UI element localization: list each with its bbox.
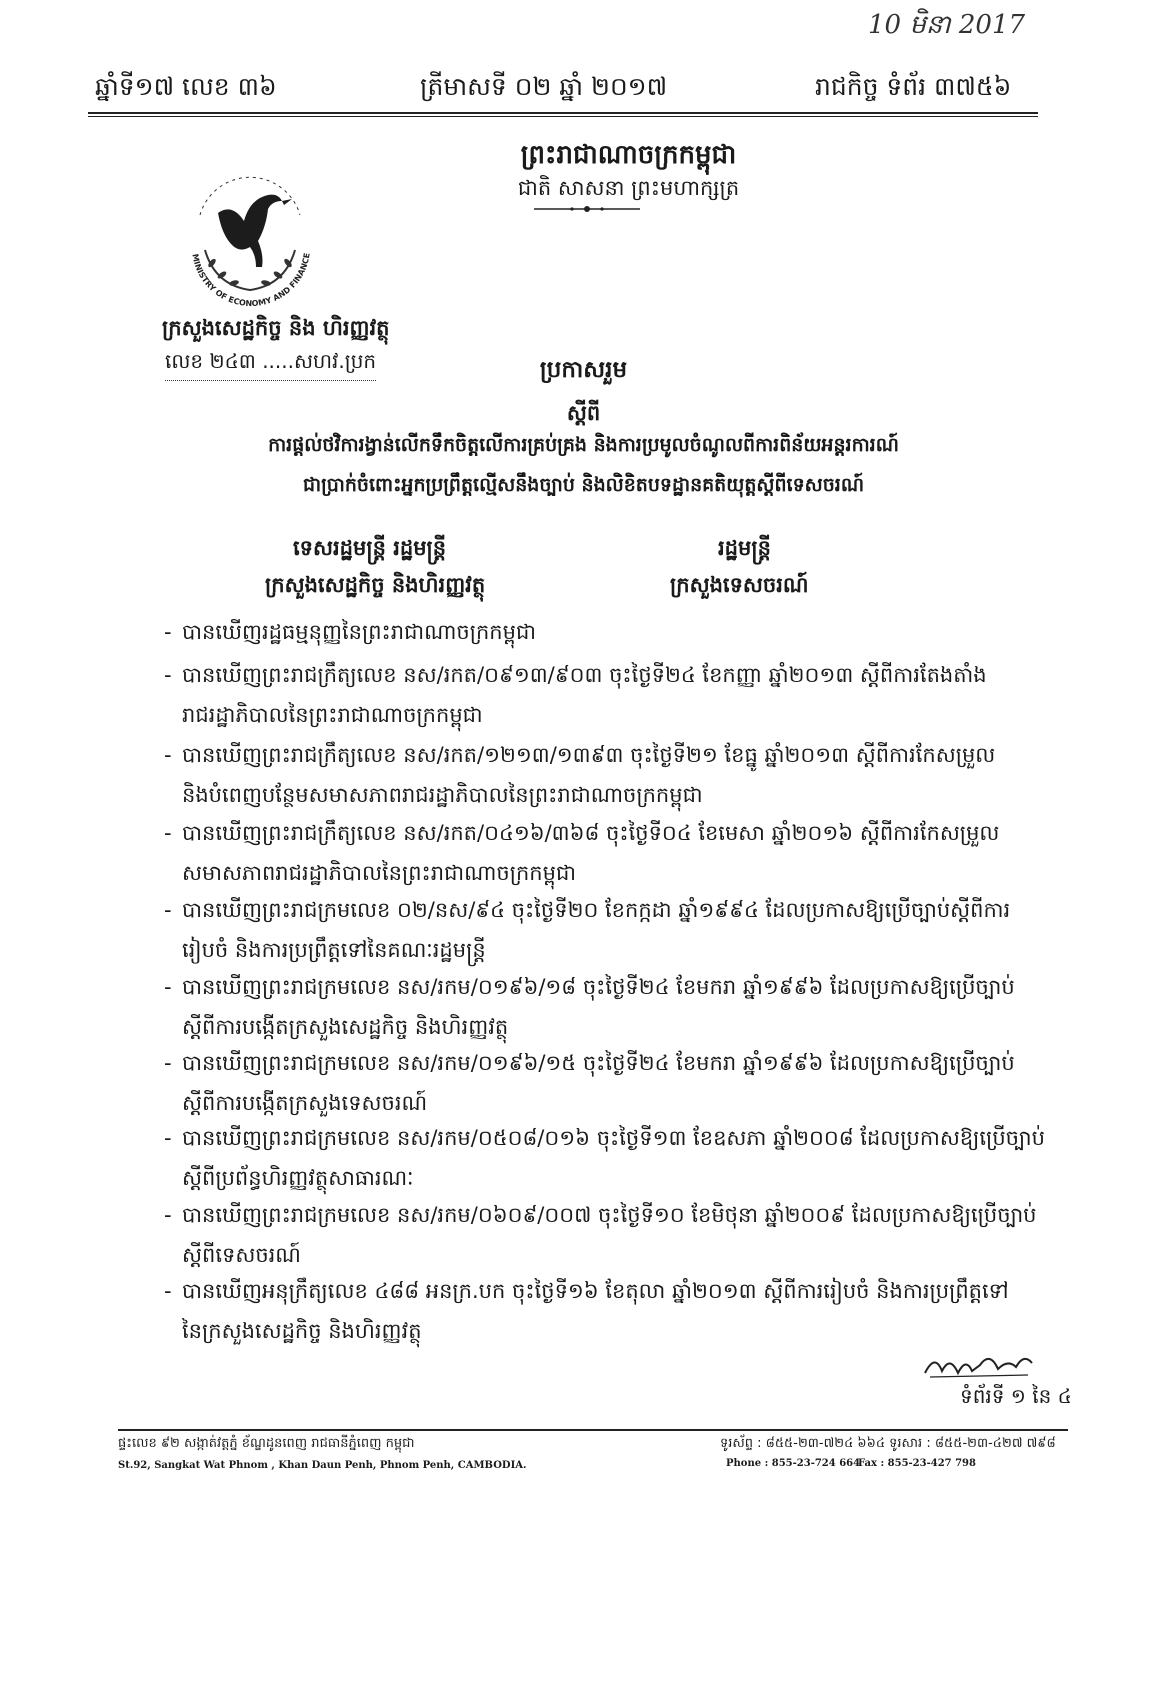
header-rule-thin xyxy=(88,116,1038,117)
handwritten-date: 10 មិនា 2017 xyxy=(868,10,1026,40)
ministry-seal xyxy=(170,155,330,315)
reference-item: - បានឃើញព្រះរាជក្រមលេខ នស/រកម/០១៩៦/១៥ ចុះថ្ងៃទី២៤ ខែមករា ឆ្នាំ១៩៩៦ ដែលប្រកាសឱ្យប្រើច្បាប់ ស្តីពីការបង្កើតក្រសួងទេសចរណ៍ xyxy=(164,1051,1015,1115)
subject-line-1: ការផ្តល់ថវិការង្វាន់លើកទឹកចិត្តលើការគ្រប់គ្រង និងការប្រមូលចំណូលពីការពិន័យអន្តរការណ៍ xyxy=(268,434,899,456)
reference-item: - បានឃើញព្រះរាជក្រឹត្យលេខ នស/រកត/១២១៣/១៣៩៣ ចុះថ្ងៃទី២១ ខែធ្នូ ឆ្នាំ២០១៣ ស្តីពីការកែសម្រួល និងបំពេញបន្ថែមសមាសភាពរាជរដ្ឋាភិបាលនៃព្រះរាជាណាចក្រកម្ពុជា xyxy=(164,743,996,807)
gazette-page: រាជកិច្ច ទំព័រ ៣៧៥៦ xyxy=(815,72,1012,101)
reference-item: - បានឃើញព្រះរាជក្រមលេខ ០២/នស/៩៤ ចុះថ្ងៃទី២០ ខែកក្កដា ឆ្នាំ១៩៩៤ ដែលប្រកាសឱ្យប្រើច្បាប់ស្តីពីការ រៀបចំ និងការប្រព្រឹត្តទៅនៃគណៈរដ្ឋមន្ត្រី xyxy=(164,898,1011,962)
gazette-date: ត្រីមាសទី ០២ ឆ្នាំ ២០១៧ xyxy=(420,72,668,101)
footer-phone-en: Phone : 855-23-724 664 xyxy=(726,1458,861,1469)
reference-item: - បានឃើញព្រះរាជក្រមលេខ នស/រកម/០៥០៨/០១៦ ចុះថ្ងៃទី១៣ ខែឧសភា ឆ្នាំ២០០៨ ដែលប្រកាសឱ្យប្រើច្បាប់ ស្តីពីប្រព័ន្ធហិរញ្ញវត្ថុសាធារណៈ xyxy=(164,1126,1045,1190)
signatory-left-role: ទេសរដ្ឋមន្ត្រី រដ្ឋមន្ត្រី xyxy=(293,536,447,560)
reference-item: - បានឃើញអនុក្រឹត្យលេខ ៤៨៨ អនក្រ.បក ចុះថ្ងៃទី១៦ ខែតុលា ឆ្នាំ២០១៣ ស្តីពីការរៀបចំ និងការប្រព្រឹត្តទៅ នៃក្រសួងសេដ្ឋកិច្ច និងហិរញ្ញវត្ថុ xyxy=(164,1279,1009,1343)
document-title: ប្រកាសរួម xyxy=(539,357,628,383)
footer-rule xyxy=(118,1429,1068,1431)
footer-address-en: St.92, Sangkat Wat Phnom , Khan Daun Penh, Phnom Penh, CAMBODIA. xyxy=(118,1460,527,1471)
reference-number: លេខ ២៤៣ .....សហវ.ប្រក xyxy=(165,348,376,381)
svg-text:MINISTRY OF ECONOMY AND FINANC: MINISTRY OF ECONOMY AND FINANCE xyxy=(190,252,312,309)
subject-line-2: ជាប្រាក់ចំពោះអ្នកប្រព្រឹត្តល្មើសនឹងច្បាប់ និងលិខិតបទដ្ឋានគតិយុត្តស្តីពីទេសចរណ៍ xyxy=(302,474,865,496)
page-number: ទំព័រទី ១ នៃ ៤ xyxy=(960,1384,1072,1408)
kingdom-motto: ជាតិ សាសនា ព្រះមហាក្សត្រ xyxy=(517,176,740,200)
ministry-name: ក្រសួងសេដ្ឋកិច្ច និង ហិរញ្ញវត្ថុ xyxy=(162,316,390,340)
kingdom-name: ព្រះរាជាណាចក្រកម្ពុជា xyxy=(520,140,737,170)
reference-item: - បានឃើញរដ្ឋធម្មនុញ្ញនៃព្រះរាជាណាចក្រកម្ពុជា xyxy=(164,620,536,644)
reference-item: - បានឃើញព្រះរាជក្រមលេខ នស/រកម/០១៩៦/១៨ ចុះថ្ងៃទី២៤ ខែមករា ឆ្នាំ១៩៩៦ ដែលប្រកាសឱ្យប្រើច្បាប់ ស្តីពីការបង្កើតក្រសួងសេដ្ឋកិច្ច និងហិរញ្ញវត្ថុ xyxy=(164,975,1015,1039)
footer-phone-km: ទូរស័ព្ទ : ៨៥៥-២៣-៧២៤ ៦៦៤ ទូរសារ : ៨៥៥-២៣-៤២៧ ៧៩៨ xyxy=(720,1436,1056,1451)
gazette-year-issue: ឆ្នាំទី១៧ លេខ ៣៦ xyxy=(95,72,277,101)
footer-address-km: ផ្ទះលេខ ៩២ សង្កាត់វត្តភ្នំ ខ័ណ្ឌដូនពេញ រាជធានីភ្នំពេញ កម្ពុជា xyxy=(118,1436,415,1451)
footer-fax-en: Fax : 855-23-427 798 xyxy=(858,1458,976,1469)
document-subject-label: ស្តីពី xyxy=(566,401,601,425)
reference-item: - បានឃើញព្រះរាជក្រមលេខ នស/រកម/០៦០៩/០០៧ ចុះថ្ងៃទី១០ ខែមិថុនា ឆ្នាំ២០០៩ ដែលប្រកាសឱ្យប្រើច្បាប់ ស្តីពីទេសចរណ៍ xyxy=(164,1203,1037,1267)
header-rule xyxy=(88,112,1038,114)
reference-item: - បានឃើញព្រះរាជក្រឹត្យលេខ នស/រកត/០៩១៣/៩០៣ ចុះថ្ងៃទី២៤ ខែកញ្ញា ឆ្នាំ២០១៣ ស្តីពីការតែងតាំង រាជរដ្ឋាភិបាលនៃព្រះរាជាណាចក្រកម្ពុជា xyxy=(164,663,987,727)
signatory-left-ministry: ក្រសួងសេដ្ឋកិច្ច និងហិរញ្ញវត្ថុ xyxy=(265,573,486,597)
reference-item: - បានឃើញព្រះរាជក្រឹត្យលេខ នស/រកត/០៤១៦/៣៦៨ ចុះថ្ងៃទី០៤ ខែមេសា ឆ្នាំ២០១៦ ស្តីពីការកែសម្រួល សមាសភាពរាជរដ្ឋាភិបាលនៃព្រះរាជាណាចក្រកម្ពុជា xyxy=(164,821,1000,885)
ornament-divider xyxy=(532,203,642,215)
signatory-right-role: រដ្ឋមន្ត្រី xyxy=(718,536,771,560)
initials-signature xyxy=(920,1345,1040,1385)
signatory-right-ministry: ក្រសួងទេសចរណ៍ xyxy=(670,573,809,597)
